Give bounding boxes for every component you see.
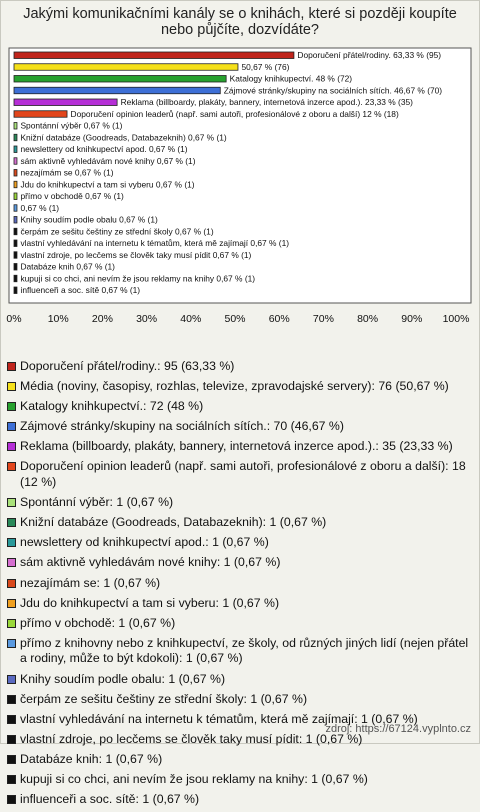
bar-5 [14,111,67,118]
legend-label: přímo z knihovny nebo z knihkupectví, ze školy, od různých jiných lidí (nejen přátel a rodiny, může to být kdokoli): 1 (0,67 %) [20,635,469,666]
x-tick-label: 20% [91,313,113,325]
bar-13 [14,205,17,212]
chart-title: Jakými komunikačními kanály se o knihách, které si později koupíte nebo půjčíte, dozvídáte? [23,6,457,38]
legend-swatch [7,442,16,451]
bar-9 [14,158,17,165]
legend-item [6,399,474,415]
legend-swatch [7,695,16,704]
bar-label-6: Spontánní výběr 0,67 % (1) [20,120,123,131]
legend-label: Knihy soudím podle obalu: 1 (0,67 %) [20,671,226,686]
legend-item [6,359,474,375]
legend-item [6,636,474,667]
legend-swatch [7,735,16,744]
legend-label: Knižní databáze (Goodreads, Databazeknih): 1 (0,67 %) [20,515,327,530]
bar-label-7: Knižní databáze (Goodreads, Databazeknih) 0,67 % (1) [20,132,227,143]
bar-label-10: nezajímám se 0,67 % (1) [20,167,114,178]
legend-swatch [7,599,16,608]
bar-label-16: vlastní vyhledávání na internetu k tématům, která mě zajímají 0,67 % (1) [20,238,290,249]
x-tick-label: 90% [401,313,423,325]
x-tick-label: 100% [442,313,470,325]
bar-11 [14,181,17,188]
legend-swatch [7,795,16,804]
legend-label: Katalogy knihkupectví.: 72 (48 %) [20,399,204,414]
x-tick-label: 40% [180,313,202,325]
legend-label: nezajímám se: 1 (0,67 %) [20,575,161,590]
bar-label-20: influenceři a soc. sítě 0,67 % (1) [20,285,141,296]
bar-7 [14,134,17,141]
legend-swatch [7,498,16,507]
legend-item [6,379,474,395]
legend-label: Doporučení přátel/rodiny.: 95 (63,33 %) [20,359,235,373]
legend-label: Doporučení opinion leaderů (např. sami autoři, profesionálové z oboru a další): 18 (12 %) [20,459,466,490]
legend-swatch [7,538,16,547]
x-tick-label: 30% [136,313,158,325]
legend-item [6,535,474,551]
bar-label-14: Knihy soudím podle obalu 0,67 % (1) [20,214,158,225]
bar-label-1: 50,67 % (76) [241,61,290,72]
bar-16 [14,240,17,247]
legend-swatch [7,579,16,588]
legend-label: vlastní vyhledávání na internetu k tématům, která mě zajímají: 1 (0,67 %) [20,711,418,726]
legend-item [6,752,474,768]
legend-item [6,515,474,531]
legend-swatch [7,755,16,764]
legend-swatch [7,518,16,527]
bar-3 [14,87,220,94]
bar-label-19: kupuji si co chci, ani nevím že jsou reklamy na knihy 0,67 % (1) [20,273,256,284]
bar-20 [14,287,17,294]
legend-item [6,439,474,455]
legend-swatch [7,422,16,431]
legend-swatch [7,558,16,567]
legend-item [6,555,474,571]
legend-item [6,772,474,788]
legend-item [6,419,474,435]
x-tick-label: 50% [224,313,246,325]
legend [6,359,474,812]
legend-label: Média (noviny, časopisy, rozhlas, televize, zpravodajské servery): 76 (50,67 %) [20,379,449,394]
legend-item [6,616,474,632]
legend-label: vlastní zdroje, po lecčems se člověk taky musí pídit: 1 (0,67 %) [20,731,363,746]
legend-label: Databáze knih: 1 (0,67 %) [20,751,163,766]
bar-label-17: vlastní zdroje, po lecčems se člověk taky musí pídit 0,67 % (1) [20,249,252,260]
bar-15 [14,228,17,235]
legend-label: přímo v obchodě: 1 (0,67 %) [20,615,176,630]
legend-label: Zájmové stránky/skupiny na sociálních sítích.: 70 (46,67 %) [20,419,344,434]
bar-label-4: Reklama (billboardy, plakáty, bannery, internetová inzerce apod.). 23,33 % (35) [120,97,413,108]
legend-swatch [7,715,16,724]
bar-0 [14,52,294,59]
bar-17 [14,252,17,259]
legend-label: sám aktivně vyhledávám nové knihy: 1 (0,67 %) [20,555,281,570]
legend-swatch [7,675,16,684]
legend-swatch [7,382,16,391]
legend-item [6,692,474,708]
bar-label-3: Zájmové stránky/skupiny na sociálních sítích. 46,67 % (70) [223,85,443,96]
legend-swatch [7,775,16,784]
legend-item [6,576,474,592]
legend-item [6,792,474,808]
legend-item [6,596,474,612]
x-tick-label: 80% [357,313,379,325]
bar-chart [0,0,480,360]
legend-swatch [7,362,16,371]
bar-19 [14,275,17,282]
bar-1 [14,64,238,71]
legend-item [6,672,474,688]
bar-8 [14,146,17,153]
legend-item [6,495,474,511]
legend-item [6,459,474,490]
bar-12 [14,193,17,200]
source-credit: zdroj: https://67124.vyplnto.cz [325,723,471,735]
bar-label-2: Katalogy knihkupectví. 48 % (72) [229,73,353,84]
bar-2 [14,76,226,83]
legend-swatch [7,639,16,648]
bar-10 [14,170,17,177]
legend-label: Spontánní výběr: 1 (0,67 %) [20,495,174,510]
x-axis-ticks [6,313,469,325]
x-tick-label: 70% [312,313,334,325]
bar-4 [14,99,117,106]
x-tick-label: 60% [268,313,290,325]
x-tick-label: 0% [6,313,22,325]
legend-label: čerpám ze sešitu češtiny ze střední školy: 1 (0,67 %) [20,691,308,706]
x-tick-label: 10% [47,313,69,325]
legend-label: influenceři a soc. sítě: 1 (0,67 %) [20,792,200,807]
bar-label-0: Doporučení přátel/rodiny. 63,33 % (95) [297,50,442,61]
legend-swatch [7,402,16,411]
legend-swatch [7,462,16,471]
bar-6 [14,123,17,130]
bar-14 [14,217,17,224]
legend-label: Jdu do knihkupectví a tam si vyberu: 1 (0,67 %) [20,595,280,610]
bar-18 [14,264,17,271]
bar-label-8: newslettery od knihkupectví apod. 0,67 % (1) [20,144,188,155]
bar-label-9: sám aktivně vyhledávám nové knihy 0,67 % (1) [20,155,196,166]
bar-label-13: 0,67 % (1) [20,202,60,213]
bar-label-5: Doporučení opinion leaderů (např. sami autoři, profesionálové z oboru a další) 12 % (18) [70,108,399,119]
bar-label-18: Databáze knih 0,67 % (1) [20,261,115,272]
bar-label-15: čerpám ze sešitu češtiny ze střední školy 0,67 % (1) [20,226,214,237]
legend-label: newslettery od knihkupectví apod.: 1 (0,67 %) [20,535,269,550]
legend-swatch [7,619,16,628]
bar-label-12: přímo v obchodě 0,67 % (1) [20,191,124,202]
legend-label: kupuji si co chci, ani nevím že jsou reklamy na knihy: 1 (0,67 %) [20,771,368,786]
legend-label: Reklama (billboardy, plakáty, bannery, internetová inzerce apod.).: 35 (23,33 %) [20,439,453,454]
bar-label-11: Jdu do knihkupectví a tam si vyberu 0,67 % (1) [20,179,195,190]
